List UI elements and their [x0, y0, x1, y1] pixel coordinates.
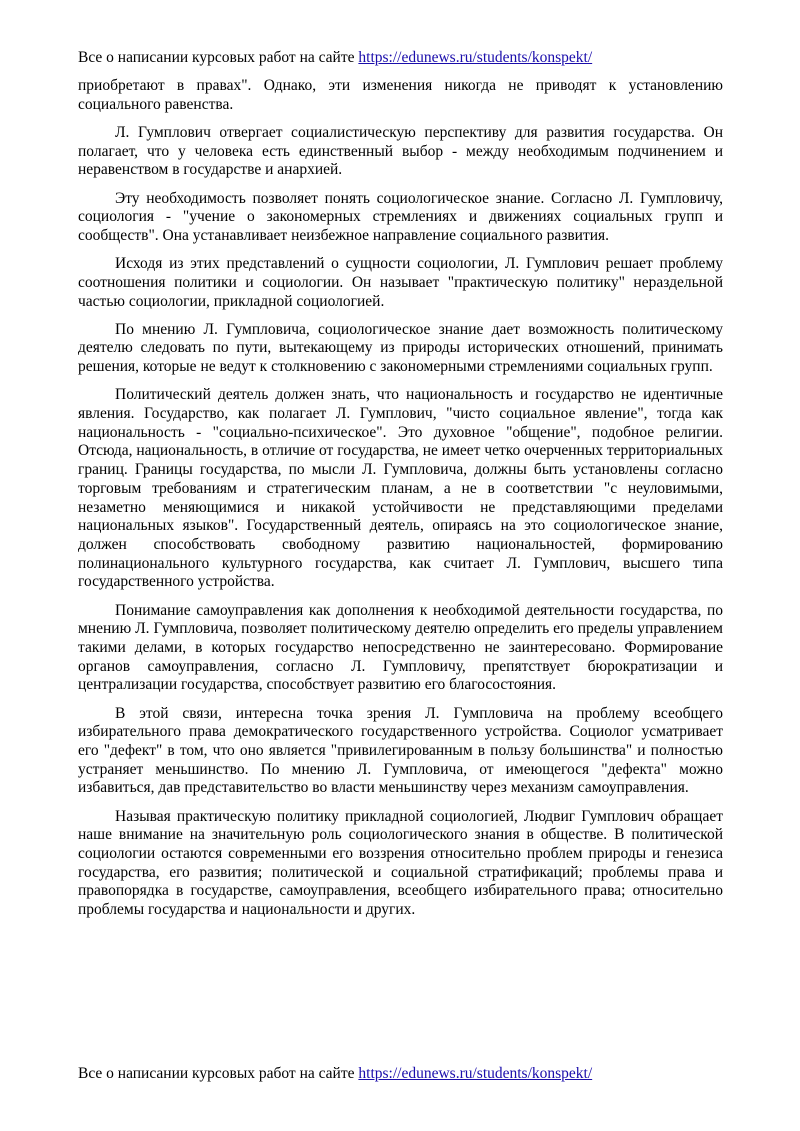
- paragraph-7: Понимание самоуправления как дополнения к необходимой деятельности государства, по мнению Л. Гумпловича, позволяет политическому деятелю определить его пределы управлением такими делами, в которых государство непосредственно не заинтересовано. Формирование органов самоуправления, согласно Л. Гумпловичу, препятствует бюрократизации и централизации государства, способствует развитию его благосостояния.: [78, 601, 723, 694]
- header-text: Все о написании курсовых работ на сайте: [78, 49, 359, 66]
- paragraph-8: В этой связи, интересна точка зрения Л. Гумпловича на проблему всеобщего избирательного права демократического государственного устройства. Социолог усматривает его "дефект" в том, что оно является "привилегированным в пользу большинства" и полностью устраняет меньшинство. По мнению Л. Гумпловича, от имеющегося "дефекта" можно избавиться, дав представительство во власти меньшинству через механизм самоуправления.: [78, 704, 723, 797]
- footer-link[interactable]: https://edunews.ru/students/konspekt/: [358, 1065, 593, 1082]
- footer-text: Все о написании курсовых работ на сайте: [78, 1065, 359, 1082]
- paragraph-5: По мнению Л. Гумпловича, социологическое знание дает возможность политическому деятелю следовать по пути, вытекающему из природы исторических отношений, принимать решения, которые не ведут к столкновению с закономерными стремлениями социальных групп.: [78, 320, 723, 376]
- paragraph-1: приобретают в правах". Однако, эти изменения никогда не приводят к установлению социального равенства.: [78, 77, 723, 113]
- paragraph-6: Политический деятель должен знать, что национальность и государство не идентичные явления. Государство, как полагает Л. Гумплович, "чисто социальное явление", тогда как национальность - "социально-психическое". Это духовное "общение", подобное религии. Отсюда, национальность, в отличие от государства, не имеет четко очерченных территориальных границ. Границы государства, по мысли Л. Гумпловича, должны быть установлены согласно торговым требованиям и стратегическим планам, а не в соответствии "с неуловимыми, незаметно меняющимися и никакой устойчивости не представляющими пределами национальных языков". Государственный деятель, опираясь на это социологическое знание, должен способствовать свободному развитию национальностей, формированию полинационального культурного государства, как считает Л. Гумплович, высшего типа государственного устройства.: [78, 386, 723, 591]
- paragraph-9: Называя практическую политику прикладной социологией, Людвиг Гумплович обращает наше внимание на значительную роль социологического знания в обществе. В политической социологии остаются современными его воззрения относительно проблем природы и генезиса государства, его развития; политической и социальной стратификаций; проблемы права и правопорядка в государстве, самоуправления, всеобщего избирательного права; относительно проблемы государства и национальности и других.: [78, 807, 723, 919]
- document-body: [78, 77, 723, 929]
- page-footer: [78, 1065, 592, 1083]
- paragraph-3: Эту необходимость позволяет понять социологическое знание. Согласно Л. Гумпловичу, социология - "учение о закономерных стремлениях и движениях социальных групп и сообществ". Она устанавливает неизбежное направление социального развития.: [78, 189, 723, 244]
- page-header: [78, 49, 592, 67]
- paragraph-4: Исходя из этих представлений о сущности социологии, Л. Гумплович решает проблему соотношения политики и социологии. Он называет "практическую политику" нераздельной частью социологии, прикладной социологией.: [78, 255, 723, 310]
- paragraph-2: Л. Гумплович отвергает социалистическую перспективу для развития государства. Он полагает, что у человека есть единственный выбор - между необходимым подчинением и неравенством в государстве и анархией.: [78, 123, 723, 179]
- header-link[interactable]: https://edunews.ru/students/konspekt/: [358, 49, 593, 66]
